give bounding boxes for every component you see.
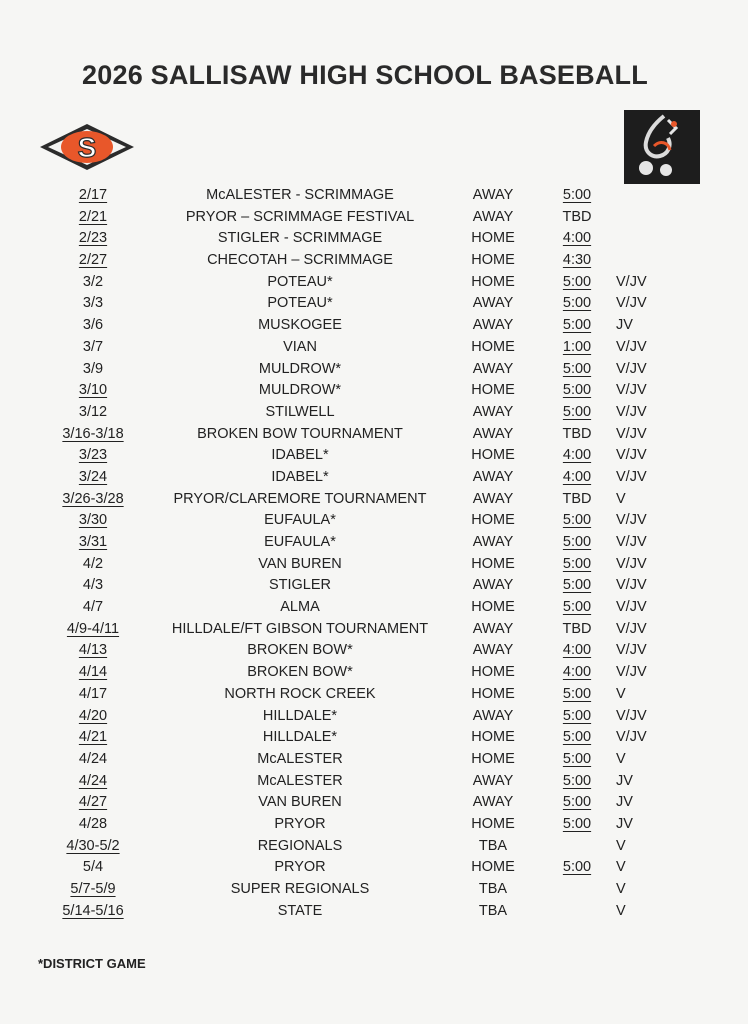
game-level: V: [616, 490, 626, 507]
game-location: HOME: [471, 230, 515, 247]
game-date: 4/21: [78, 729, 108, 746]
game-time: 4:00: [562, 447, 592, 464]
game-opponent: STILWELL: [265, 403, 335, 420]
game-date: 3/6: [82, 317, 104, 334]
game-level: V/JV: [616, 534, 647, 550]
game-location: AWAY: [472, 425, 514, 442]
game-opponent: McALESTER - SCRIMMAGE: [206, 187, 394, 203]
schedule-row: [0, 901, 748, 923]
schedule-row: [0, 749, 748, 771]
game-location: AWAY: [472, 794, 514, 811]
game-location: AWAY: [472, 208, 514, 225]
game-time: 5:00: [562, 273, 592, 290]
game-time: TBD: [562, 425, 592, 442]
game-time: 5:00: [562, 729, 592, 746]
game-level: V/JV: [616, 620, 647, 637]
game-level: V: [616, 837, 626, 854]
game-date: 4/13: [78, 642, 108, 659]
game-opponent: REGIONALS: [257, 837, 343, 854]
schedule-row: [0, 272, 748, 294]
game-time: 5:00: [562, 794, 592, 811]
game-date: 5/4: [82, 859, 104, 876]
game-time: 5:00: [562, 599, 592, 616]
game-location: AWAY: [472, 577, 514, 594]
game-date: 3/26-3/28: [62, 490, 124, 507]
schedule-row: [0, 792, 748, 814]
game-location: AWAY: [472, 642, 514, 659]
game-location: AWAY: [472, 187, 514, 203]
game-level: V/JV: [616, 512, 647, 529]
game-date: 5/7-5/9: [70, 881, 116, 897]
game-opponent: SUPER REGIONALS: [230, 881, 370, 897]
game-level: V/JV: [616, 664, 647, 681]
game-location: AWAY: [472, 772, 514, 789]
game-time: 4:00: [562, 468, 592, 485]
game-location: AWAY: [472, 403, 514, 420]
game-level: V/JV: [616, 599, 647, 616]
game-location: AWAY: [472, 360, 514, 377]
game-date: 4/17: [78, 685, 108, 702]
game-level: JV: [616, 815, 633, 832]
game-opponent: EUFAULA*: [264, 512, 336, 529]
game-date: 2/23: [78, 230, 108, 247]
game-time: TBD: [562, 490, 592, 507]
game-date: 2/17: [78, 187, 108, 203]
game-location: HOME: [471, 273, 515, 290]
game-date: 4/7: [82, 599, 104, 616]
game-level: V: [616, 859, 626, 876]
game-time: 5:00: [562, 577, 592, 594]
game-date: 4/2: [82, 555, 104, 572]
game-opponent: POTEAU*: [267, 295, 333, 312]
game-time: 5:00: [562, 512, 592, 529]
game-level: V: [616, 902, 626, 919]
page-title: 2026 SALLISAW HIGH SCHOOL BASEBALL: [82, 60, 648, 90]
game-time: 5:00: [562, 403, 592, 420]
game-level: JV: [616, 772, 633, 789]
game-time: 5:00: [562, 382, 592, 399]
logo-letter: S: [77, 132, 97, 163]
game-level: V/JV: [616, 729, 647, 746]
schedule-row: [0, 293, 748, 315]
game-date: 3/31: [78, 534, 108, 550]
game-time: 5:00: [562, 750, 592, 767]
game-opponent: STIGLER: [268, 577, 332, 594]
game-opponent: STATE: [277, 902, 323, 919]
game-opponent: IDABEL*: [271, 447, 329, 464]
schedule-row: [0, 771, 748, 793]
game-time: 5:00: [562, 859, 592, 876]
schedule-row: [0, 706, 748, 728]
schedule-row: [0, 879, 748, 901]
game-location: AWAY: [472, 490, 514, 507]
game-time: 4:00: [562, 230, 592, 247]
game-time: 4:30: [562, 252, 592, 269]
game-location: AWAY: [472, 534, 514, 550]
game-date: 4/20: [78, 707, 108, 724]
game-time: 5:00: [562, 707, 592, 724]
game-opponent: HILLDALE*: [262, 729, 338, 746]
game-location: AWAY: [472, 295, 514, 312]
game-date: 3/7: [82, 338, 104, 355]
schedule-row: [0, 445, 748, 467]
game-date: 4/9-4/11: [66, 620, 120, 637]
schedule-row: [0, 467, 748, 489]
game-opponent: VAN BUREN: [258, 555, 342, 572]
game-level: V/JV: [616, 382, 647, 399]
game-date: 5/14-5/16: [62, 902, 124, 919]
game-opponent: BROKEN BOW TOURNAMENT: [197, 425, 403, 442]
game-location: HOME: [471, 664, 515, 681]
game-date: 3/12: [78, 403, 108, 420]
schedule-row: [0, 662, 748, 684]
game-location: HOME: [471, 252, 515, 269]
game-level: V/JV: [616, 577, 647, 594]
game-level: V/JV: [616, 555, 647, 572]
schedule-row: [0, 424, 748, 446]
game-opponent: IDABEL*: [271, 468, 329, 485]
game-time: 5:00: [562, 772, 592, 789]
game-opponent: McALESTER: [257, 750, 343, 767]
game-opponent: HILLDALE/FT GIBSON TOURNAMENT: [171, 620, 429, 637]
game-opponent: McALESTER: [257, 772, 343, 789]
game-level: JV: [616, 794, 633, 811]
game-level: V/JV: [616, 295, 647, 312]
game-opponent: MULDROW*: [258, 382, 342, 399]
game-location: HOME: [471, 512, 515, 529]
schedule-row: [0, 359, 748, 381]
game-date: 3/10: [78, 382, 108, 399]
game-time: 5:00: [562, 360, 592, 377]
schedule-row: [0, 836, 748, 858]
game-date: 3/3: [82, 295, 104, 312]
schedule-row: [0, 532, 748, 554]
game-level: V/JV: [616, 360, 647, 377]
game-level: V/JV: [616, 468, 647, 485]
game-location: TBA: [478, 837, 508, 854]
game-time: 4:00: [562, 664, 592, 681]
schedule-row: [0, 207, 748, 229]
game-date: 4/24: [78, 750, 108, 767]
game-location: AWAY: [472, 317, 514, 334]
game-opponent: PRYOR/CLAREMORE TOURNAMENT: [173, 490, 427, 507]
game-date: 4/28: [78, 815, 108, 832]
game-time: 5:00: [562, 317, 592, 334]
game-date: 4/30-5/2: [66, 837, 120, 854]
game-opponent: VAN BUREN: [258, 794, 342, 811]
game-level: JV: [616, 317, 633, 334]
game-opponent: VIAN: [283, 338, 317, 355]
schedule-row: [0, 727, 748, 749]
game-date: 4/24: [78, 772, 108, 789]
schedule-row: [0, 857, 748, 879]
schedule-row: [0, 510, 748, 532]
game-opponent: EUFAULA*: [264, 534, 336, 550]
game-level: V: [616, 750, 626, 767]
game-location: TBA: [478, 881, 508, 897]
game-time: 5:00: [562, 187, 592, 203]
game-time: 1:00: [562, 338, 592, 355]
schedule-row: [0, 640, 748, 662]
game-level: V/JV: [616, 425, 647, 442]
sallisaw-s-logo: [38, 122, 136, 172]
game-opponent: NORTH ROCK CREEK: [224, 685, 376, 702]
game-time: 5:00: [562, 555, 592, 572]
game-location: HOME: [471, 750, 515, 767]
game-time: 5:00: [562, 534, 592, 550]
game-location: HOME: [471, 815, 515, 832]
game-opponent: BROKEN BOW*: [247, 642, 353, 659]
game-opponent: PRYOR – SCRIMMAGE FESTIVAL: [185, 208, 415, 225]
game-level: V/JV: [616, 447, 647, 464]
game-location: HOME: [471, 599, 515, 616]
game-location: HOME: [471, 338, 515, 355]
game-opponent: PRYOR: [274, 815, 326, 832]
game-location: AWAY: [472, 468, 514, 485]
schedule-row: [0, 228, 748, 250]
schedule-row: [0, 337, 748, 359]
schedule-row: [0, 554, 748, 576]
schedule-row: [0, 684, 748, 706]
game-opponent: POTEAU*: [267, 273, 333, 290]
game-time: 4:00: [562, 642, 592, 659]
schedule-row: [0, 380, 748, 402]
schedule-row: [0, 619, 748, 641]
game-location: HOME: [471, 382, 515, 399]
game-location: AWAY: [472, 620, 514, 637]
schedule-row: [0, 814, 748, 836]
game-time: 5:00: [562, 295, 592, 312]
game-date: 2/21: [78, 208, 108, 225]
game-opponent: STIGLER - SCRIMMAGE: [217, 230, 383, 247]
game-location: TBA: [478, 902, 508, 919]
game-date: 3/2: [82, 273, 104, 290]
schedule-row: [0, 185, 748, 207]
schedule-row: [0, 402, 748, 424]
schedule-row: [0, 575, 748, 597]
game-location: HOME: [471, 685, 515, 702]
schedule-row: [0, 315, 748, 337]
game-opponent: PRYOR: [274, 859, 326, 876]
game-date: 4/27: [78, 794, 108, 811]
game-level: V/JV: [616, 642, 647, 659]
game-opponent: HILLDALE*: [262, 707, 338, 724]
game-opponent: CHECOTAH – SCRIMMAGE: [207, 252, 393, 269]
game-date: 4/14: [78, 664, 108, 681]
game-time: 5:00: [562, 815, 592, 832]
game-location: HOME: [471, 729, 515, 746]
game-time: TBD: [562, 620, 592, 637]
game-location: HOME: [471, 447, 515, 464]
game-level: V: [616, 881, 626, 897]
game-date: 4/3: [82, 577, 104, 594]
schedule-row: [0, 250, 748, 272]
game-date: 3/16-3/18: [62, 425, 124, 442]
game-level: V/JV: [616, 273, 647, 290]
game-level: V/JV: [616, 707, 647, 724]
game-opponent: MULDROW*: [258, 360, 342, 377]
game-location: HOME: [471, 859, 515, 876]
footnote: *DISTRICT GAME: [38, 956, 146, 971]
game-date: 2/27: [78, 252, 108, 269]
schedule-table: [0, 185, 748, 922]
game-location: HOME: [471, 555, 515, 572]
schedule-row: [0, 597, 748, 619]
game-opponent: ALMA: [280, 599, 320, 616]
game-date: 3/24: [78, 468, 108, 485]
game-level: V: [616, 685, 626, 702]
game-date: 3/30: [78, 512, 108, 529]
game-opponent: MUSKOGEE: [258, 317, 342, 334]
game-opponent: BROKEN BOW*: [247, 664, 353, 681]
game-time: 5:00: [562, 685, 592, 702]
game-location: AWAY: [472, 707, 514, 724]
game-date: 3/9: [82, 360, 104, 377]
schedule-row: [0, 489, 748, 511]
mascot-logo: [624, 110, 700, 184]
game-level: V/JV: [616, 403, 647, 420]
game-date: 3/23: [78, 447, 108, 464]
game-time: TBD: [562, 208, 592, 225]
game-level: V/JV: [616, 338, 647, 355]
